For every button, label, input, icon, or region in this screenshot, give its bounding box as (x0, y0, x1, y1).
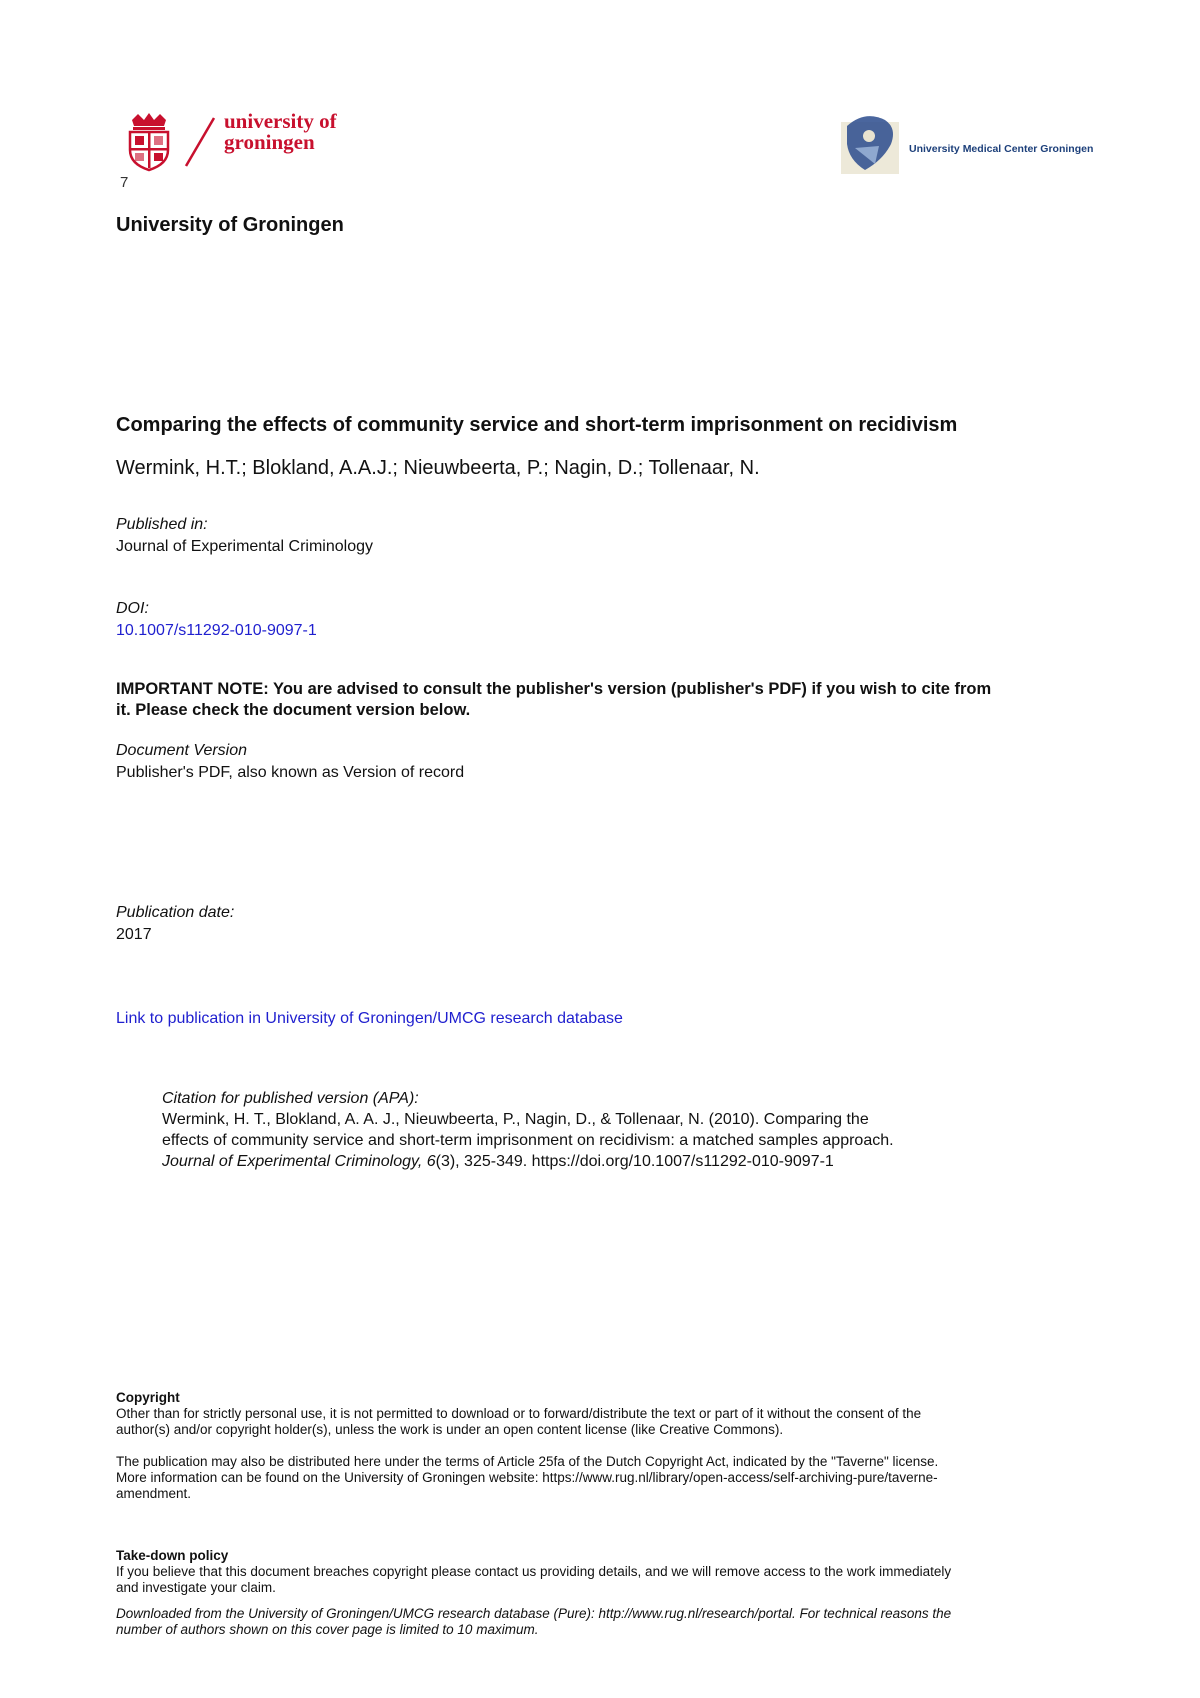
important-note-line2: it. Please check the document version below. (116, 701, 471, 719)
copyright-p1-line2: author(s) and/or copyright holder(s), unless the work is under an open content license (like Creative Commons). (116, 1422, 784, 1437)
publication-date-value: 2017 (116, 926, 152, 943)
rug-logo-line1: university of (224, 109, 337, 133)
rug-logo-line2: groningen (224, 130, 315, 154)
umcg-logo-text: University Medical Center Groningen (909, 143, 1094, 155)
takedown-line2: and investigate your claim. (116, 1580, 276, 1595)
important-note-line1: IMPORTANT NOTE: You are advised to consult the publisher's version (publisher's PDF) if you wish to cite from (116, 680, 992, 698)
copyright-p2-line1: The publication may also be distributed here under the terms of Article 25fa of the Dutch Copyright Act, indicated by the "Taverne" license. (116, 1454, 939, 1469)
paper-title: Comparing the effects of community service and short-term imprisonment on recidivism (116, 414, 958, 436)
citation-journal: Journal of Experimental Criminology, 6 (162, 1153, 436, 1170)
takedown-heading: Take-down policy (116, 1548, 229, 1563)
footer-line1: Downloaded from the University of Groningen/UMCG research database (Pure): http://www.rug.nl/research/portal. For technical reasons the (116, 1606, 952, 1621)
copyright-p2-line2: More information can be found on the University of Groningen website: https://www.rug.nl/library/open-access/self-archiving-pure/taverne- (116, 1470, 938, 1485)
institution-heading: University of Groningen (116, 214, 344, 236)
copyright-heading: Copyright (116, 1390, 180, 1405)
copyright-p1-line1: Other than for strictly personal use, it is not permitted to download or to forward/distribute the text or part of it without the consent of the (116, 1406, 922, 1421)
doi-label: DOI: (116, 600, 149, 617)
citation-rest: (3), 325-349. https://doi.org/10.1007/s11292-010-9097-1 (435, 1153, 834, 1170)
document-version-value: Publisher's PDF, also known as Version of record (116, 764, 465, 781)
footer-line2: number of authors shown on this cover page is limited to 10 maximum. (116, 1622, 539, 1637)
download-footer (116, 1606, 1116, 1638)
citation-line3 (162, 1151, 894, 1172)
rug-crest-icon (118, 110, 180, 172)
rug-logo (118, 110, 358, 172)
page-marker: 7 (120, 174, 129, 191)
umcg-figure-icon (835, 108, 907, 184)
logo-slash-icon (180, 114, 220, 170)
authors: Wermink, H.T.; Blokland, A.A.J.; Nieuwbeerta, P.; Nagin, D.; Tollenaar, N. (116, 457, 760, 479)
document-version-label: Document Version (116, 742, 248, 759)
copyright-section (116, 1390, 1116, 1502)
takedown-line1: If you believe that this document breaches copyright please contact us providing details, and we will remove access to the work immediately (116, 1564, 952, 1579)
published-in-label: Published in: (116, 516, 208, 533)
citation-label: Citation for published version (APA): (162, 1090, 419, 1107)
published-in-value: Journal of Experimental Criminology (116, 538, 373, 555)
doi-link[interactable]: 10.1007/s11292-010-9097-1 (116, 622, 317, 639)
umcg-logo (835, 108, 1095, 184)
database-link[interactable]: Link to publication in University of Groningen/UMCG research database (116, 1010, 623, 1027)
important-note (116, 679, 991, 721)
takedown-section (116, 1548, 1116, 1596)
copyright-p2-line3: amendment. (116, 1486, 192, 1501)
publication-date-label: Publication date: (116, 904, 235, 921)
citation-block (162, 1088, 894, 1172)
citation-line1: Wermink, H. T., Blokland, A. A. J., Nieuwbeerta, P., Nagin, D., & Tollenaar, N. (2010). Comparing the (162, 1111, 869, 1128)
citation-line2: effects of community service and short-term imprisonment on recidivism: a matched samples approach. (162, 1132, 894, 1149)
